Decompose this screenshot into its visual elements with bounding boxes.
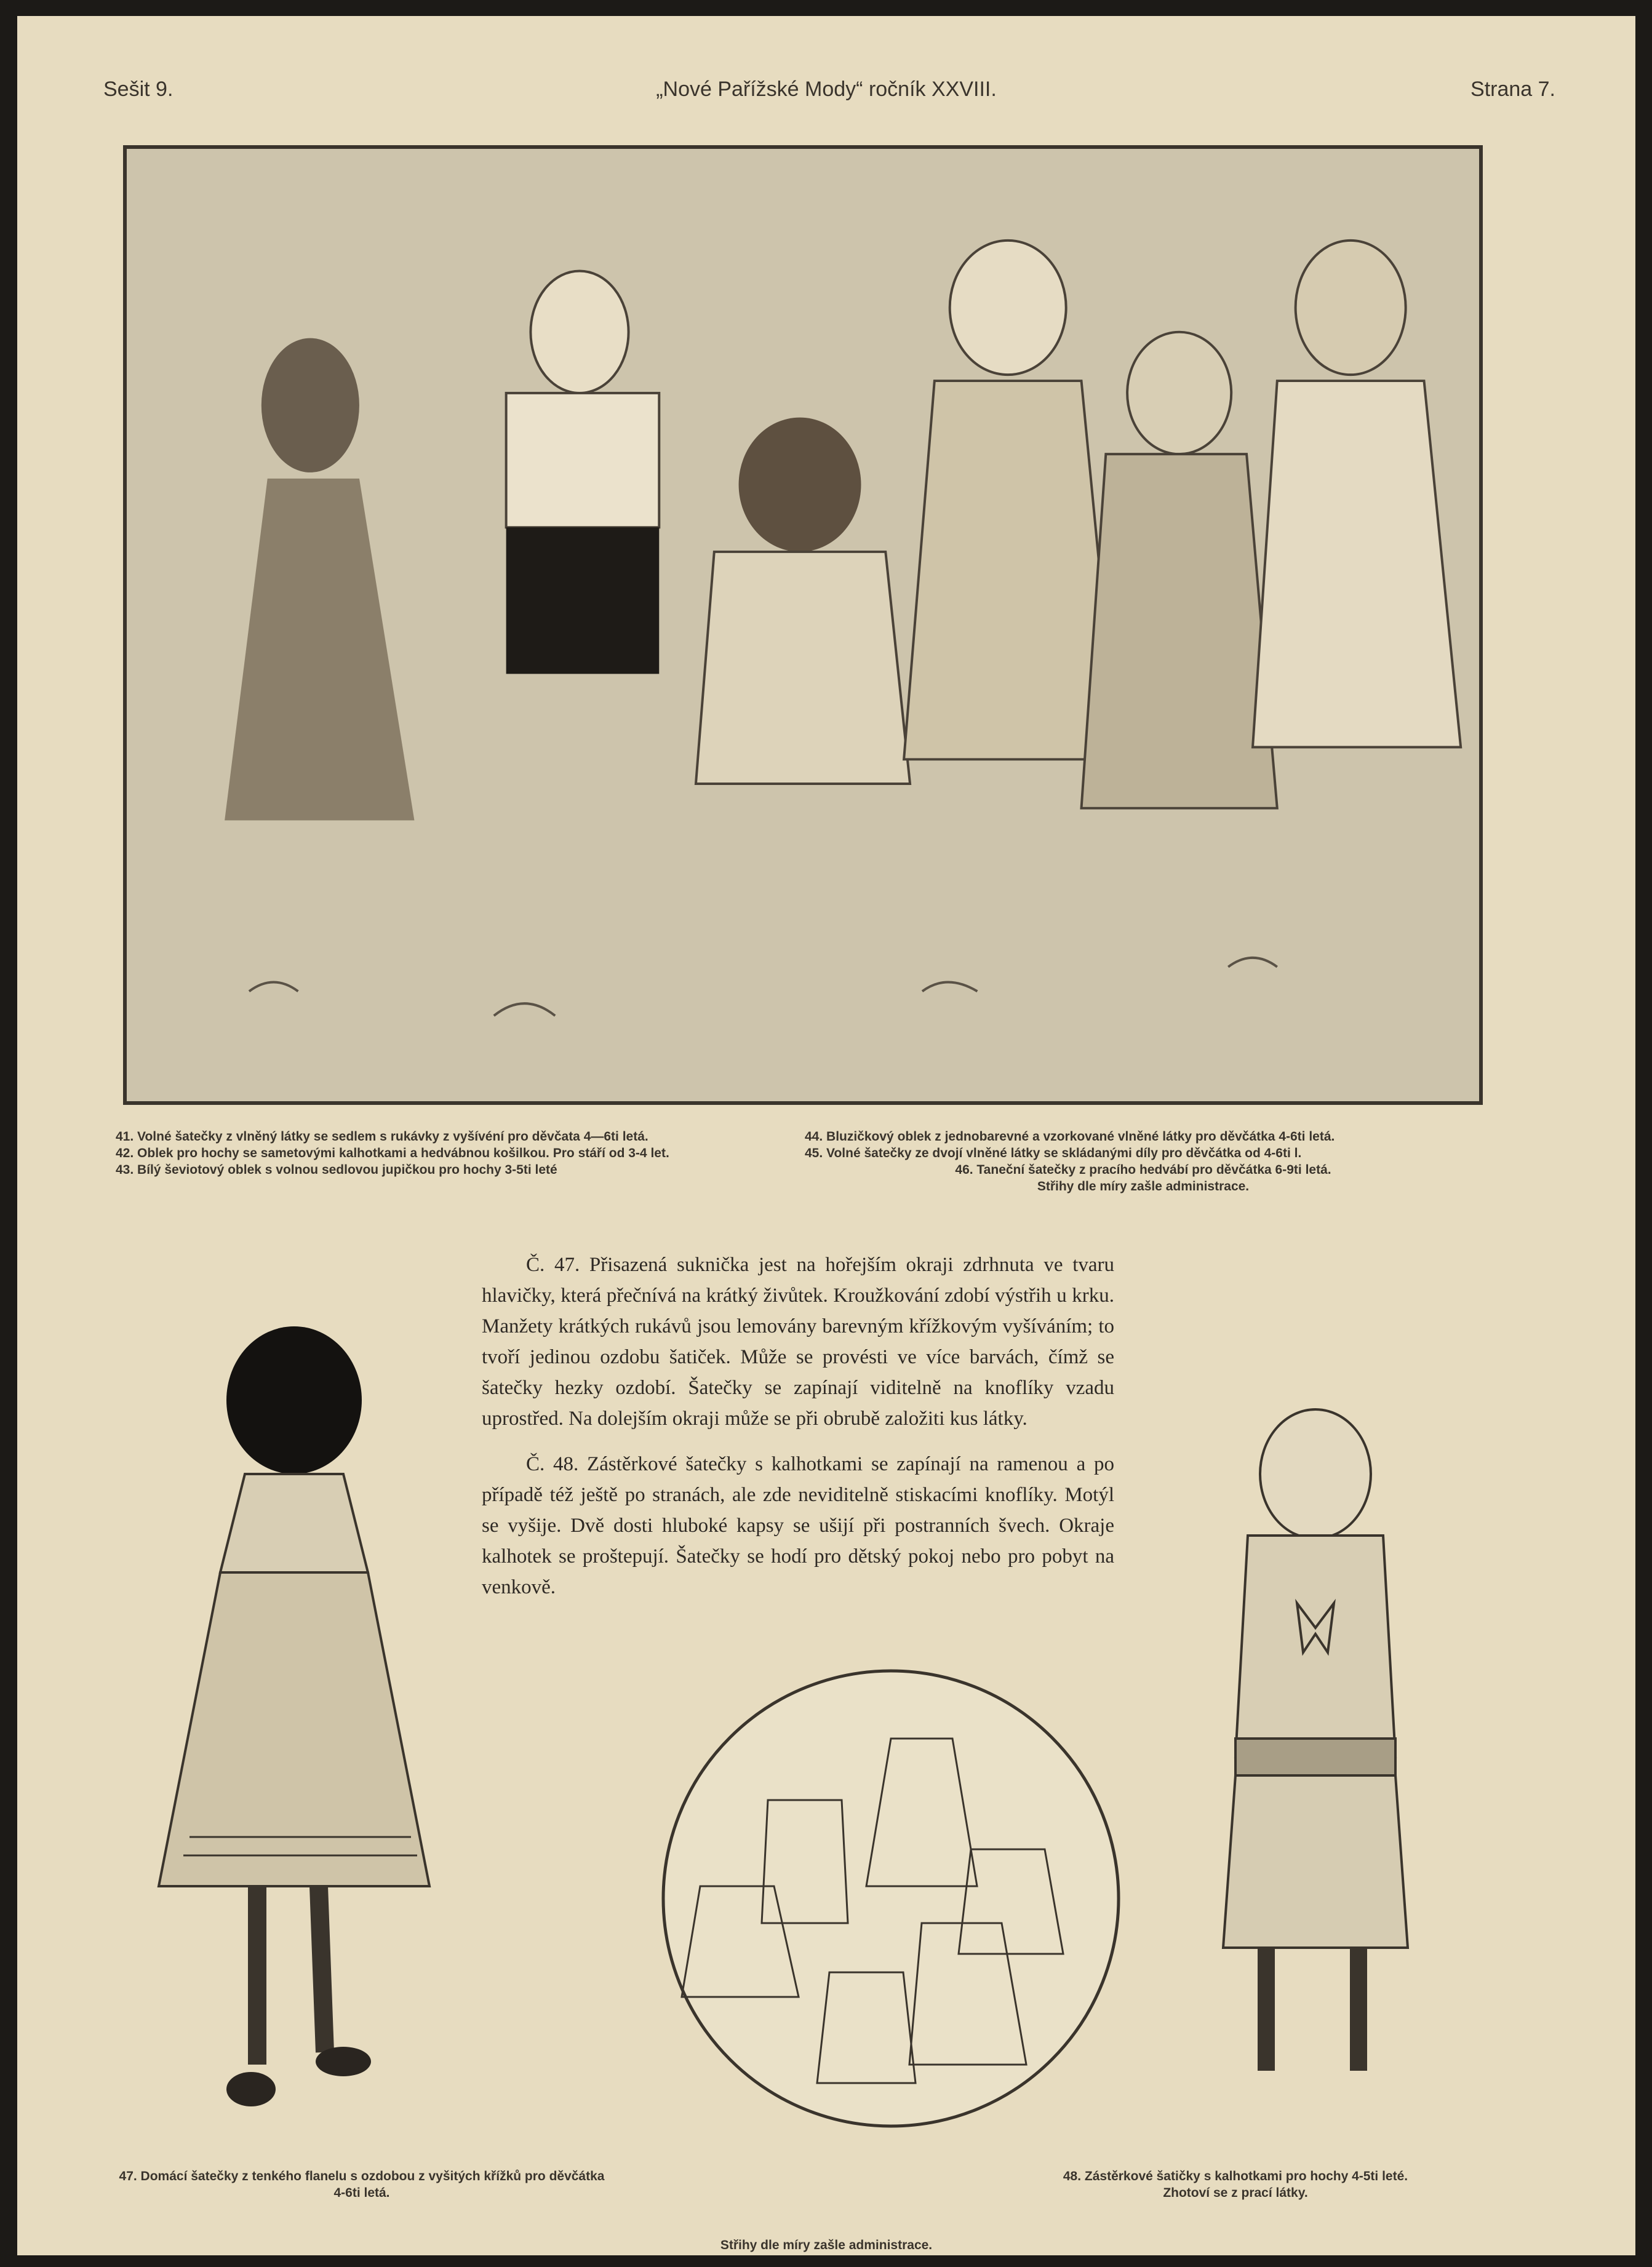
girl-dress-illustration [122, 1314, 466, 2138]
magazine-page [17, 16, 1635, 2255]
caption-47: 47. Domácí šatečky z tenkého flanelu s ozdobou z vyšitých křížků pro děvčátka 4-6ti letá. [119, 2169, 605, 2200]
caption-48-line2: Zhotoví se z prací látky. [1163, 2186, 1308, 2200]
caption-43: 43. Bílý ševiotový oblek s volnou sedlovou jupičkou pro hochy 3-5ti leté [116, 1163, 557, 1177]
caption-41: 41. Volné šatečky z vlněný látky se sedlem s rukávky z vyšívéní pro děvčata 4—6ti letá. [116, 1130, 648, 1144]
issue-number: Sešit 9. [103, 78, 174, 101]
paragraph-47: Č. 47. Přisazená suknička jest na hořejším okraji zdrhnuta ve tvaru hlavičky, která přečnívá na krátký živůtek. Kroužkování zdobí výstřih u krku. Manžety krátkých rukávů jsou lemovány barevným křížkovým vyšíváním; to tvoří jedinou ozdobu šatiček. Může se provésti ve více barvách, čímž se šatečky hezky ozdobí. Šatečky se zapínají viditelně na knoflíky vzadu uprostřed. Na dolejším okraji může se při obrubě založiti kus látky. [482, 1254, 1114, 1430]
photo-captions-right [805, 1128, 1482, 1195]
footer-note: Střihy dle míry zašle administrace. [720, 2238, 933, 2252]
caption-45: 45. Volné šatečky ze dvojí vlněné látky se skládanými díly pro děvčátka od 4-6ti l. [805, 1146, 1302, 1160]
caption-44: 44. Bluzičkový oblek z jednobarevné a vzorkované vlněné látky pro děvčátka 4-6ti letá. [805, 1130, 1335, 1144]
caption-48 [989, 2168, 1482, 2201]
caption-46: 46. Taneční šatečky z pracího hedvábí pro děvčátka 6-9ti letá. [955, 1163, 1331, 1177]
page-number: Strana 7. [1470, 78, 1555, 101]
photo-illustration [127, 149, 1479, 1101]
girl-drawing [122, 1314, 466, 2138]
pattern-sketches-circle [657, 1665, 1125, 2132]
circle-drawing [657, 1665, 1125, 2132]
caption-42: 42. Oblek pro hochy se sametovými kalhotkami a hedvábnou košilkou. Pro stáří od 3-4 let. [116, 1146, 669, 1160]
dancing-children-photo [123, 145, 1483, 1105]
magazine-title: „Nové Pařížské Mody“ ročník XXVIII. [656, 78, 997, 101]
boy-suit-illustration [1174, 1394, 1457, 2126]
paragraph-48: Č. 48. Zástěrkové šatečky s kalhotkami se zapínají na ramenou a po případě též ještě po stranách, ale zde neviditelně stiskacími knoflíky. Motýl se vyšije. Dvě dosti hluboké kapsy se ušijí při postranních švech. Okraje kalhotek se proštepují. Šatečky se hodí pro dětský pokoj nebo pro pobyt na venkově. [482, 1453, 1114, 1598]
caption-48-line1: 48. Zástěrkové šatičky s kalhotkami pro hochy 4-5ti leté. [1063, 2169, 1408, 2183]
article-body [482, 1249, 1114, 1617]
photo-captions-left [116, 1128, 768, 1178]
pattern-note: Střihy dle míry zašle administrace. [1037, 1179, 1250, 1193]
boy-drawing [1174, 1394, 1457, 2126]
